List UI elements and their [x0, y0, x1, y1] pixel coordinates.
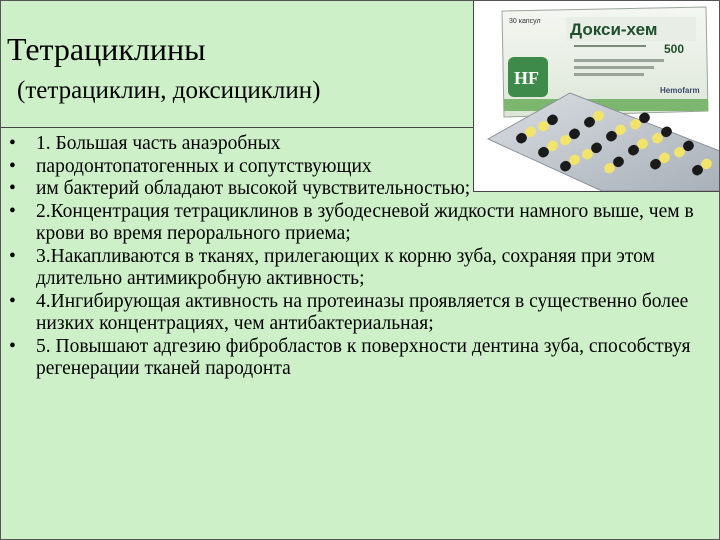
- bullet-text: 2.Концентрация тетрациклинов в зубодесневой жидкости намного выше, чем в крови во время перорального приема;: [36, 200, 694, 244]
- bullet-text: им бактерий обладают высокой чувствительностью;: [36, 178, 471, 199]
- slide-subtitle: (тетрациклин, доксициклин): [17, 77, 321, 104]
- bullet-item: [9, 201, 717, 246]
- capsule-count-label: 30 капсул: [509, 18, 541, 25]
- dose-label: 500: [664, 42, 685, 56]
- bullet-item: [9, 178, 717, 201]
- bullet-marker: •: [9, 245, 16, 267]
- maker-label: Hemofarm: [660, 86, 700, 95]
- bullet-marker: •: [9, 133, 16, 154]
- bullet-item: [9, 156, 717, 179]
- bullet-marker: •: [9, 155, 16, 177]
- bullet-text: 4.Ингибирующая активность на протеиназы проявляется в существенно более низких концентрациях, чем антибактериальная;: [36, 290, 689, 334]
- bullet-marker: •: [9, 335, 16, 357]
- bullet-marker: •: [9, 178, 16, 199]
- hf-logo: HF: [514, 68, 539, 88]
- bullet-item: [9, 291, 717, 336]
- bullet-item: [9, 336, 717, 381]
- bullet-item: [9, 133, 717, 156]
- bullet-text: пародонтопатогенных и сопутствующих: [36, 155, 372, 177]
- title-area: [1, 1, 474, 128]
- bullet-text: 3.Накапливаются в тканях, прилегающих к корню зуба, сохраняя при этом длительно антимикробную активность;: [36, 245, 655, 289]
- bullet-text: 5. Повышают адгезию фибробластов к поверхности дентина зуба, способствуя регенерации тканей пародонта: [36, 335, 691, 379]
- bullet-list: [9, 133, 717, 381]
- brand-label: Докси-хем: [570, 20, 658, 39]
- slide-title: Тетрациклины: [7, 31, 206, 67]
- bullet-item: [9, 246, 717, 291]
- bullet-text: 1. Большая часть анаэробных: [36, 133, 281, 154]
- bullet-marker: •: [9, 290, 16, 312]
- bullet-marker: •: [9, 200, 16, 222]
